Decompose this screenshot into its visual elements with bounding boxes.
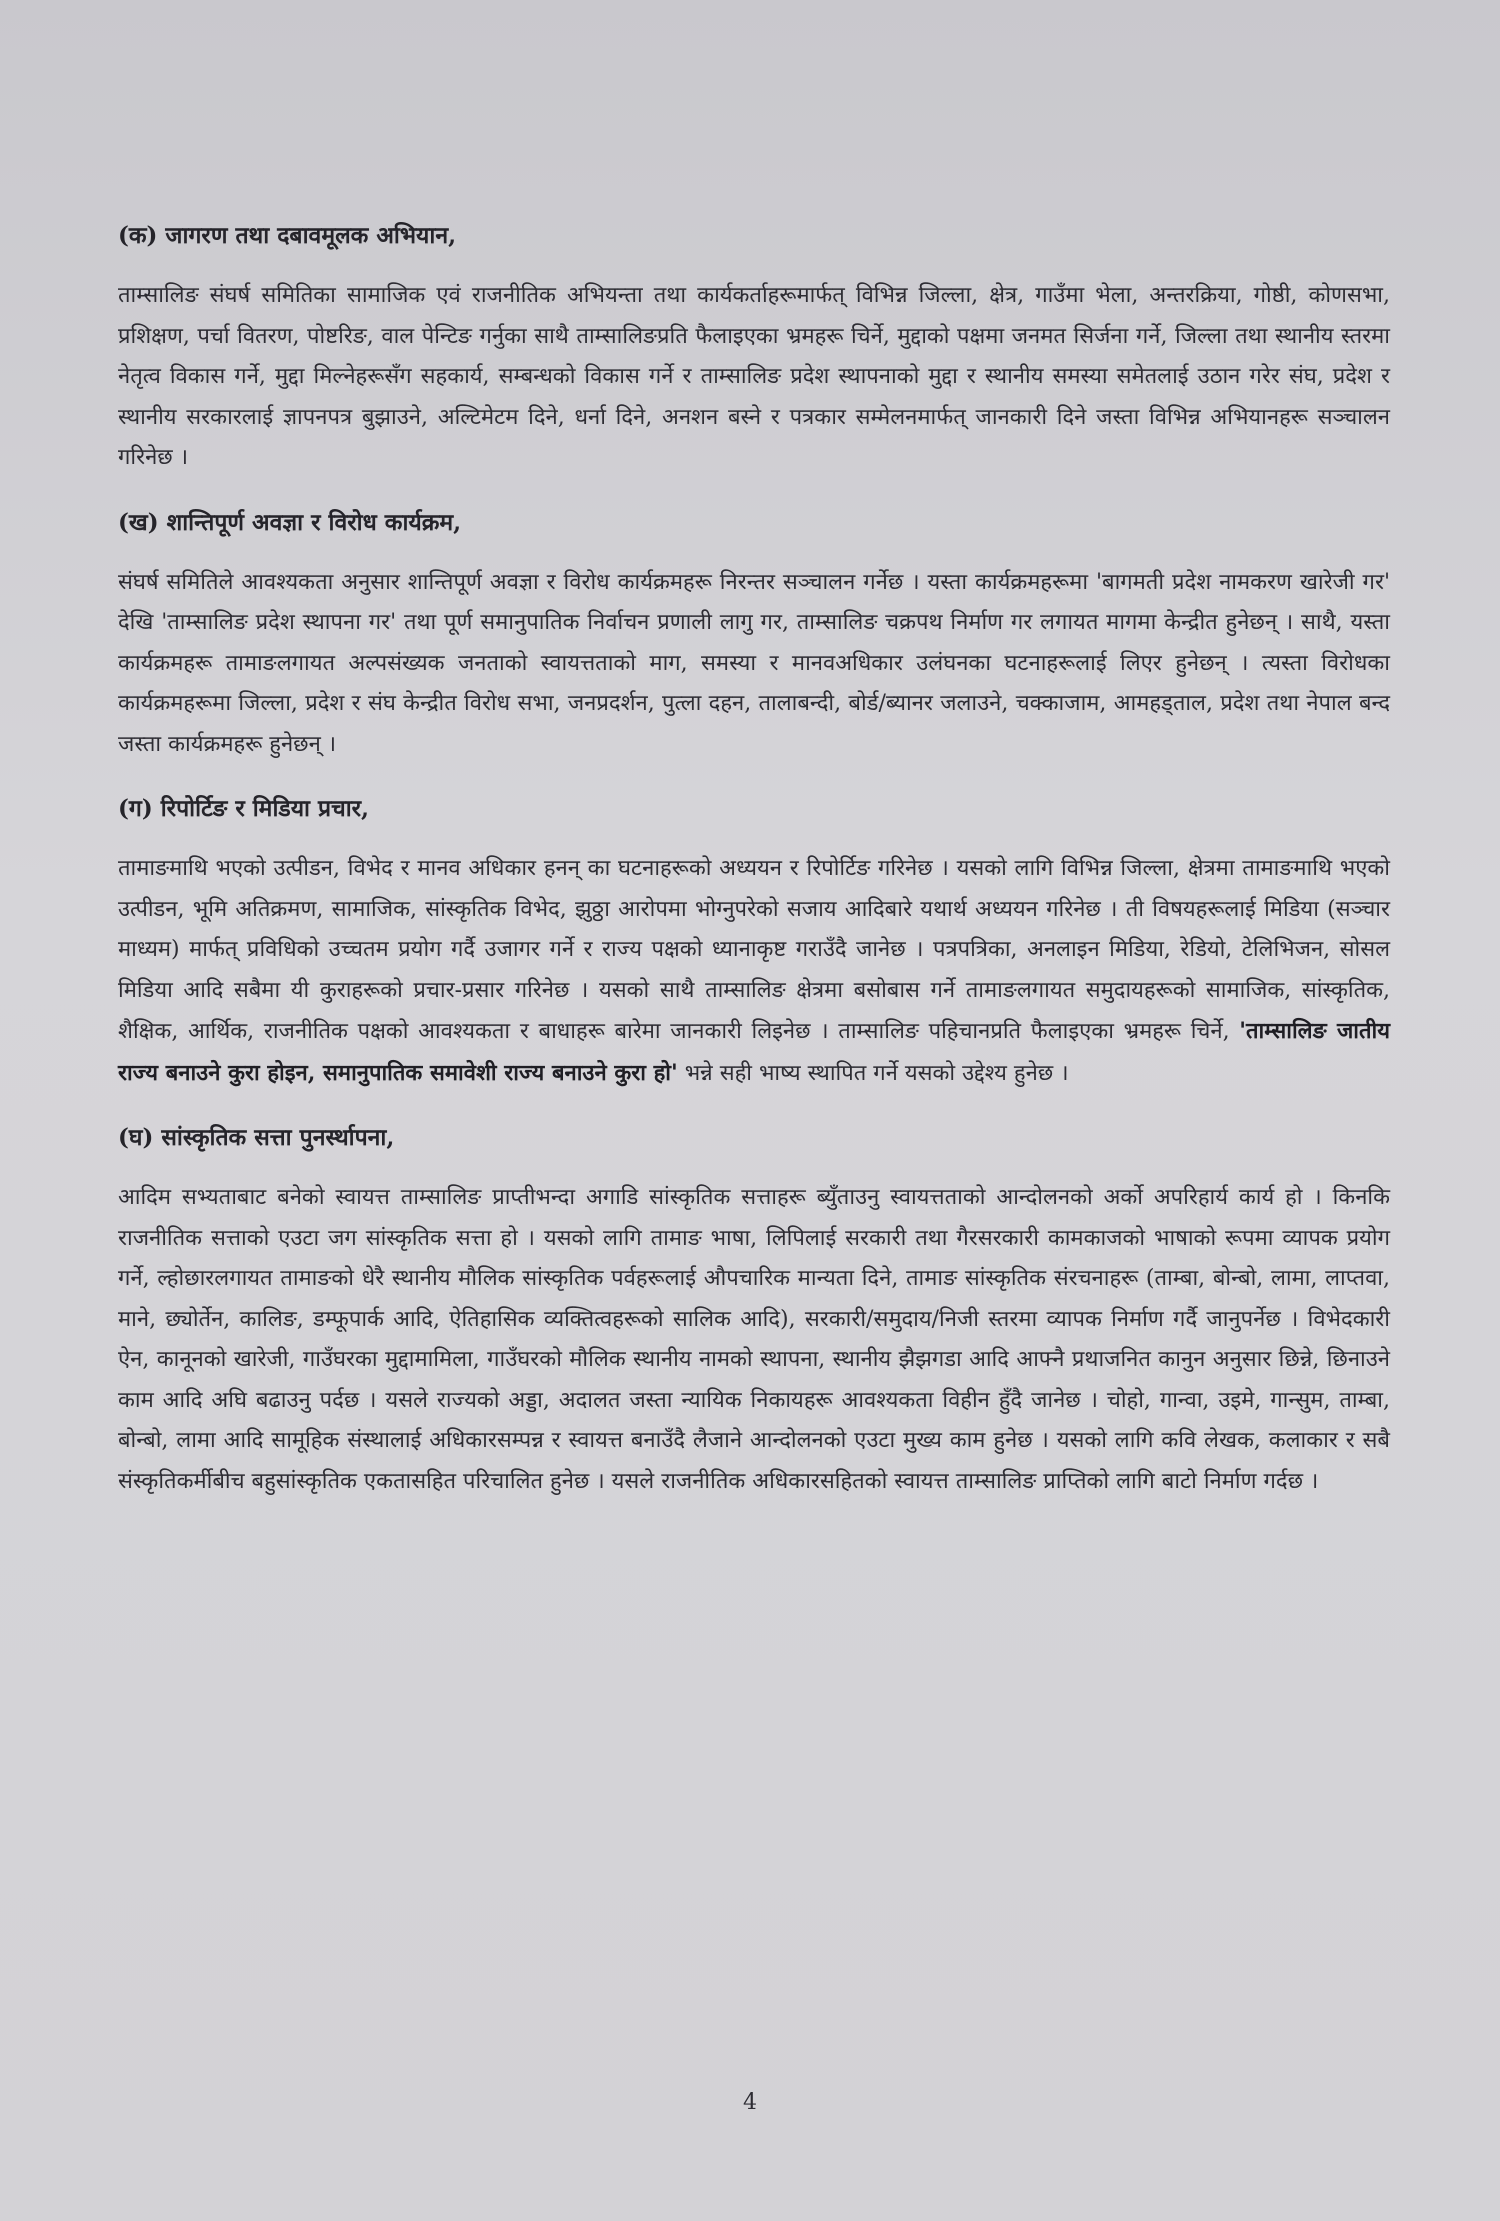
section-heading-ka: (क) जागरण तथा दबावमूलक अभियान, — [118, 222, 457, 249]
section-ka — [118, 218, 1390, 479]
section-paragraph-ga — [118, 849, 1390, 1094]
section-paragraph-gha: आदिम सभ्यताबाट बनेको स्वायत्त ताम्सालिङ प्राप्तीभन्दा अगाडि सांस्कृतिक सत्ताहरू ब्युँताउनु स्वायत्तताको आन्दोलनको अर्को अपरिहार्य कार्य हो । किनकि राजनीतिक सत्ताको एउटा जग सांस्कृतिक सत्ता हो । यसको लागि तामाङ भाषा, लिपिलाई सरकारी तथा गैरसरकारी कामकाजको भाषाको रूपमा व्यापक प्रयोग गर्ने, ल्होछारलगायत तामाङको धेरै स्थानीय मौलिक सांस्कृतिक पर्वहरूलाई औपचारिक मान्यता दिने, तामाङ सांस्कृतिक संरचनाहरू (ताम्बा, बोन्बो, लामा, लाप्तवा, माने, छ्योर्तेन, कालिङ, डम्फूपार्क आदि, ऐतिहासिक व्यक्तित्वहरूको सालिक आदि), सरकारी/समुदाय/निजी स्तरमा व्यापक निर्माण गर्दै जानुपर्नेछ । विभेदकारी ऐन, कानूनको खारेजी, गाउँघरका मुद्दामामिला, गाउँघरको मौलिक स्थानीय नामको स्थापना, स्थानीय झैझगडा आदि आफ्नै प्रथाजनित कानुन अनुसार छिन्ने, छिनाउने काम आदि अघि बढाउनु पर्दछ । यसले राज्यको अड्डा, अदालत जस्ता न्यायिक निकायहरू आवश्यकता विहीन हुँदै जानेछ । चोहो, गान्वा, उइमे, गान्सुम, ताम्बा, बोन्बो, लामा आदि सामूहिक संस्थालाई अधिकारसम्पन्न र स्वायत्त बनाउँदै लैजाने आन्दोलनको एउटा मुख्य काम हुनेछ । यसको लागि कवि लेखक, कलाकार र सबै संस्कृतिकर्मीबीच बहुसांस्कृतिक एकतासहित परिचालित हुनेछ । यसले राजनीतिक अधिकारसहितको स्वायत्त ताम्सालिङ प्राप्तिको लागि बाटो निर्माण गर्दछ । — [118, 1185, 1390, 1494]
page-number: 4 — [743, 2090, 757, 2115]
section-heading-ga: (ग) रिपोर्टिङ र मिडिया प्रचार, — [118, 795, 370, 822]
section-gha — [118, 1120, 1390, 1502]
section-heading-gha: (घ) सांस्कृतिक सत्ता पुनर्स्थापना, — [118, 1124, 395, 1151]
section-paragraph-kha: संघर्ष समितिले आवश्यकता अनुसार शान्तिपूर्ण अवज्ञा र विरोध कार्यक्रमहरू निरन्तर सञ्चालन गर्नेछ । यस्ता कार्यक्रमहरूमा 'बागमती प्रदेश नामकरण खारेजी गर' देखि 'ताम्सालिङ प्रदेश स्थापना गर' तथा पूर्ण समानुपातिक निर्वाचन प्रणाली लागु गर, ताम्सालिङ चक्रपथ निर्माण गर लगायत मागमा केन्द्रीत हुनेछन् । साथै, यस्ता कार्यक्रमहरू तामाङलगायत अल्पसंख्यक जनताको स्वायत्तताको माग, समस्या र मानवअधिकार उलंघनका घटनाहरूलाई लिएर हुनेछन् । त्यस्ता विरोधका कार्यक्रमहरूमा जिल्ला, प्रदेश र संघ केन्द्रीत विरोध सभा, जनप्रदर्शन, पुत्ला दहन, तालाबन्दी, बोर्ड/ब्यानर जलाउने, चक्काजाम, आमहड्ताल, प्रदेश तथा नेपाल बन्द जस्ता कार्यक्रमहरू हुनेछन् । — [118, 569, 1390, 757]
paragraph-text-after: भन्ने सही भाष्य स्थापित गर्ने यसको उद्देश्य हुनेछ । — [677, 1060, 1069, 1086]
section-ga — [118, 791, 1390, 1094]
paragraph-text-before: तामाङमाथि भएको उत्पीडन, विभेद र मानव अधिकार हनन् का घटनाहरूको अध्ययन र रिपोर्टिङ गरिनेछ । यसको लागि विभिन्न जिल्ला, क्षेत्रमा तामाङमाथि भएको उत्पीडन, भूमि अतिक्रमण, सामाजिक, सांस्कृतिक विभेद, झुठ्ठा आरोपमा भोग्नुपरेको सजाय आदिबारे यथार्थ अध्ययन गरिनेछ । ती विषयहरूलाई मिडिया (सञ्चार माध्यम) मार्फत् प्रविधिको उच्चतम प्रयोग गर्दै उजागर गर्ने र राज्य पक्षको ध्यानाकृष्ट गराउँदै जानेछ । पत्रपत्रिका, अनलाइन मिडिया, रेडियो, टेलिभिजन, सोसल मिडिया आदि सबैमा यी कुराहरूको प्रचार-प्रसार गरिनेछ । यसको साथै ताम्सालिङ क्षेत्रमा बसोबास गर्ने तामाङलगायत समुदायहरूको सामाजिक, सांस्कृतिक, शैक्षिक, आर्थिक, राजनीतिक पक्षको आवश्यकता र बाधाहरू बारेमा जानकारी लिइनेछ । ताम्सालिङ पहिचानप्रति फैलाइएका भ्रमहरू चिर्ने, — [118, 856, 1390, 1044]
section-paragraph-ka: ताम्सालिङ संघर्ष समितिका सामाजिक एवं राजनीतिक अभियन्ता तथा कार्यकर्ताहरूमार्फत् विभिन्न जिल्ला, क्षेत्र, गाउँमा भेला, अन्तरक्रिया, गोष्ठी, कोणसभा, प्रशिक्षण, पर्चा वितरण, पोष्टरिङ, वाल पेन्टिङ गर्नुका साथै ताम्सालिङप्रति फैलाइएका भ्रमहरू चिर्ने, मुद्दाको पक्षमा जनमत सिर्जना गर्ने, जिल्ला तथा स्थानीय स्तरमा नेतृत्व विकास गर्ने, मुद्दा मिल्नेहरूसँग सहकार्य, सम्बन्धको विकास गर्ने र ताम्सालिङ प्रदेश स्थापनाको मुद्दा र स्थानीय समस्या समेतलाई उठान गरेर संघ, प्रदेश र स्थानीय सरकारलाई ज्ञापनपत्र बुझाउने, अल्टिमेटम दिने, धर्ना दिने, अनशन बस्ने र पत्रकार सम्मेलनमार्फत् जानकारी दिने जस्ता विभिन्न अभियानहरू सञ्चालन गरिनेछ । — [118, 283, 1390, 470]
section-heading-kha: (ख) शान्तिपूर्ण अवज्ञा र विरोध कार्यक्रम, — [118, 508, 462, 536]
section-kha — [118, 505, 1390, 766]
paragraph-bold-quote: 'ताम्सालिङ जातीय राज्य बनाउने कुरा होइन, समानुपातिक समावेशी राज्य बनाउने कुरा हो' — [118, 1018, 1390, 1086]
